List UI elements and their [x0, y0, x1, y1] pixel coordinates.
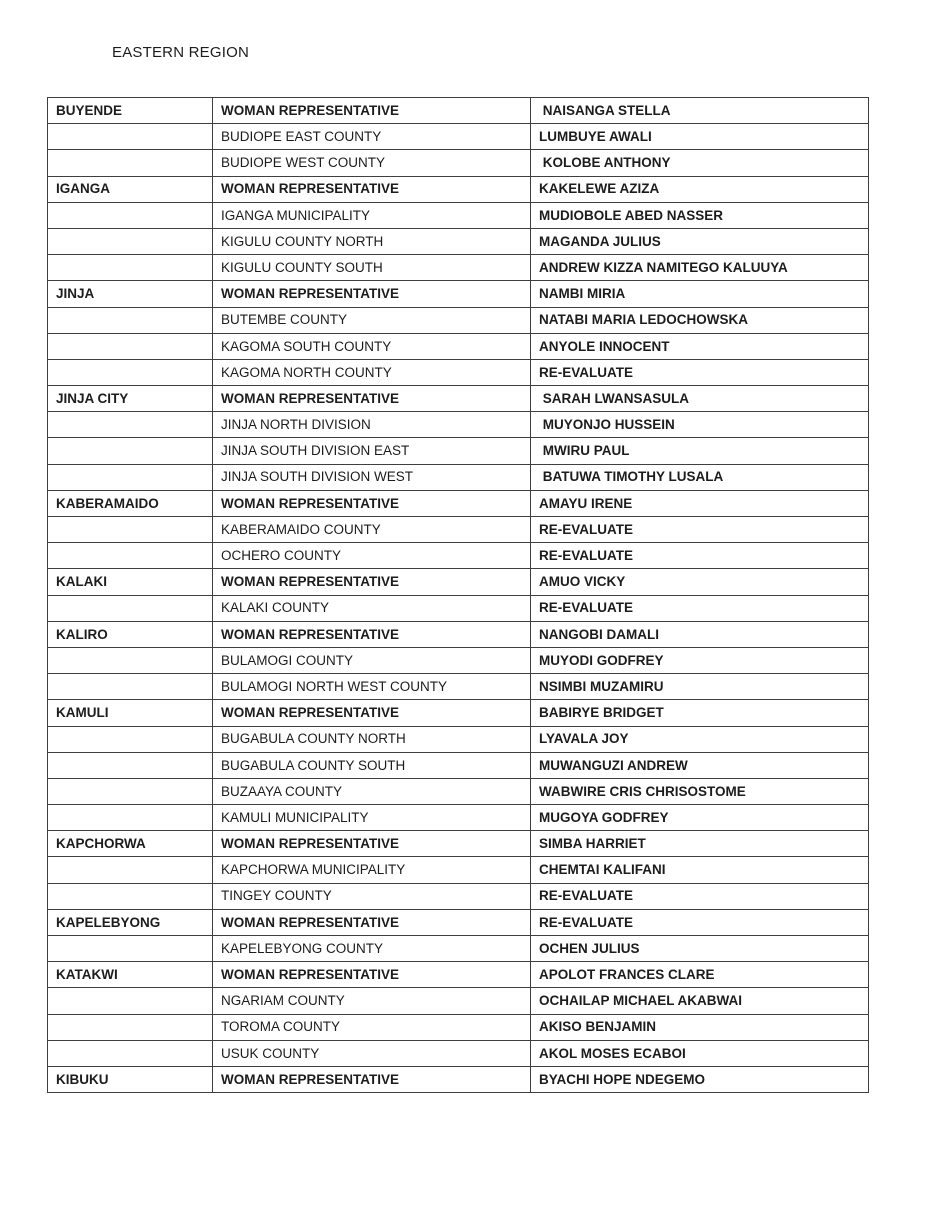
candidate-cell: MUWANGUZI ANDREW [531, 752, 869, 778]
candidate-cell: AMUO VICKY [531, 569, 869, 595]
table-row [48, 805, 869, 831]
candidates-table [47, 97, 869, 1093]
district-cell [48, 752, 213, 778]
office-cell: TINGEY COUNTY [213, 883, 531, 909]
table-row [48, 988, 869, 1014]
district-cell [48, 936, 213, 962]
table-row [48, 386, 869, 412]
district-cell: KAPCHORWA [48, 831, 213, 857]
office-cell: KAGOMA SOUTH COUNTY [213, 333, 531, 359]
table-row [48, 1066, 869, 1092]
district-cell: BUYENDE [48, 98, 213, 124]
candidate-cell: NATABI MARIA LEDOCHOWSKA [531, 307, 869, 333]
table-row [48, 517, 869, 543]
office-cell: JINJA NORTH DIVISION [213, 412, 531, 438]
table-row [48, 98, 869, 124]
district-cell: IGANGA [48, 176, 213, 202]
candidate-cell: RE-EVALUATE [531, 883, 869, 909]
office-cell: IGANGA MUNICIPALITY [213, 202, 531, 228]
office-cell: WOMAN REPRESENTATIVE [213, 490, 531, 516]
candidate-cell: SARAH LWANSASULA [531, 386, 869, 412]
table-row [48, 647, 869, 673]
district-cell [48, 726, 213, 752]
candidate-cell: OCHEN JULIUS [531, 936, 869, 962]
district-cell [48, 883, 213, 909]
table-row [48, 1040, 869, 1066]
table-row [48, 778, 869, 804]
page-title: EASTERN REGION [112, 44, 249, 61]
office-cell: WOMAN REPRESENTATIVE [213, 831, 531, 857]
office-cell: BUGABULA COUNTY NORTH [213, 726, 531, 752]
table-row [48, 281, 869, 307]
office-cell: BUDIOPE WEST COUNTY [213, 150, 531, 176]
district-cell [48, 988, 213, 1014]
district-cell [48, 674, 213, 700]
office-cell: KALAKI COUNTY [213, 595, 531, 621]
table-row [48, 124, 869, 150]
district-cell: KAMULI [48, 700, 213, 726]
table-row [48, 150, 869, 176]
candidate-cell: BYACHI HOPE NDEGEMO [531, 1066, 869, 1092]
candidate-cell: MWIRU PAUL [531, 438, 869, 464]
office-cell: KAPELEBYONG COUNTY [213, 936, 531, 962]
table-row [48, 543, 869, 569]
candidate-cell: NAISANGA STELLA [531, 98, 869, 124]
office-cell: WOMAN REPRESENTATIVE [213, 700, 531, 726]
table-row [48, 936, 869, 962]
district-cell [48, 255, 213, 281]
candidate-cell: APOLOT FRANCES CLARE [531, 962, 869, 988]
district-cell [48, 307, 213, 333]
office-cell: BULAMOGI COUNTY [213, 647, 531, 673]
candidate-cell: KAKELEWE AZIZA [531, 176, 869, 202]
candidate-cell: OCHAILAP MICHAEL AKABWAI [531, 988, 869, 1014]
candidate-cell: CHEMTAI KALIFANI [531, 857, 869, 883]
office-cell: BULAMOGI NORTH WEST COUNTY [213, 674, 531, 700]
table-row [48, 883, 869, 909]
table-row [48, 438, 869, 464]
district-cell [48, 464, 213, 490]
candidate-cell: LYAVALA JOY [531, 726, 869, 752]
district-cell [48, 359, 213, 385]
candidate-cell: MUDIOBOLE ABED NASSER [531, 202, 869, 228]
office-cell: WOMAN REPRESENTATIVE [213, 281, 531, 307]
table-row [48, 569, 869, 595]
candidate-cell: MUYODI GODFREY [531, 647, 869, 673]
district-cell [48, 1014, 213, 1040]
office-cell: JINJA SOUTH DIVISION WEST [213, 464, 531, 490]
table-row [48, 595, 869, 621]
district-cell: JINJA CITY [48, 386, 213, 412]
office-cell: JINJA SOUTH DIVISION EAST [213, 438, 531, 464]
candidate-cell: SIMBA HARRIET [531, 831, 869, 857]
office-cell: BUDIOPE EAST COUNTY [213, 124, 531, 150]
office-cell: BUTEMBE COUNTY [213, 307, 531, 333]
table-row [48, 909, 869, 935]
office-cell: USUK COUNTY [213, 1040, 531, 1066]
district-cell [48, 124, 213, 150]
candidate-cell: NAMBI MIRIA [531, 281, 869, 307]
candidate-cell: RE-EVALUATE [531, 543, 869, 569]
district-cell [48, 438, 213, 464]
table-row [48, 1014, 869, 1040]
district-cell [48, 857, 213, 883]
office-cell: KAMULI MUNICIPALITY [213, 805, 531, 831]
district-cell: JINJA [48, 281, 213, 307]
candidate-cell: RE-EVALUATE [531, 595, 869, 621]
district-cell: KALAKI [48, 569, 213, 595]
district-cell [48, 647, 213, 673]
district-cell: KAPELEBYONG [48, 909, 213, 935]
district-cell: KATAKWI [48, 962, 213, 988]
office-cell: TOROMA COUNTY [213, 1014, 531, 1040]
table-row [48, 412, 869, 438]
candidate-cell: AKISO BENJAMIN [531, 1014, 869, 1040]
table-row [48, 176, 869, 202]
office-cell: WOMAN REPRESENTATIVE [213, 176, 531, 202]
district-cell: KALIRO [48, 621, 213, 647]
table-body [48, 98, 869, 1093]
candidate-cell: BATUWA TIMOTHY LUSALA [531, 464, 869, 490]
office-cell: KIGULU COUNTY SOUTH [213, 255, 531, 281]
candidate-cell: RE-EVALUATE [531, 909, 869, 935]
office-cell: OCHERO COUNTY [213, 543, 531, 569]
table-row [48, 831, 869, 857]
district-cell: KABERAMAIDO [48, 490, 213, 516]
candidate-cell: KOLOBE ANTHONY [531, 150, 869, 176]
table-row [48, 202, 869, 228]
table-row [48, 700, 869, 726]
table-row [48, 674, 869, 700]
candidate-cell: RE-EVALUATE [531, 517, 869, 543]
candidate-cell: ANYOLE INNOCENT [531, 333, 869, 359]
district-cell [48, 412, 213, 438]
office-cell: WOMAN REPRESENTATIVE [213, 569, 531, 595]
district-cell [48, 595, 213, 621]
district-cell [48, 202, 213, 228]
district-cell [48, 150, 213, 176]
office-cell: WOMAN REPRESENTATIVE [213, 962, 531, 988]
table-row [48, 621, 869, 647]
office-cell: KAGOMA NORTH COUNTY [213, 359, 531, 385]
district-cell [48, 1040, 213, 1066]
table-row [48, 962, 869, 988]
candidate-cell: ANDREW KIZZA NAMITEGO KALUUYA [531, 255, 869, 281]
table-row [48, 490, 869, 516]
table-row [48, 255, 869, 281]
table-row [48, 752, 869, 778]
table-row [48, 857, 869, 883]
office-cell: KIGULU COUNTY NORTH [213, 228, 531, 254]
table-row [48, 228, 869, 254]
candidate-cell: NSIMBI MUZAMIRU [531, 674, 869, 700]
office-cell: BUGABULA COUNTY SOUTH [213, 752, 531, 778]
district-cell: KIBUKU [48, 1066, 213, 1092]
office-cell: KAPCHORWA MUNICIPALITY [213, 857, 531, 883]
candidate-cell: AMAYU IRENE [531, 490, 869, 516]
district-cell [48, 228, 213, 254]
district-cell [48, 778, 213, 804]
office-cell: BUZAAYA COUNTY [213, 778, 531, 804]
district-cell [48, 805, 213, 831]
office-cell: WOMAN REPRESENTATIVE [213, 621, 531, 647]
candidate-cell: AKOL MOSES ECABOI [531, 1040, 869, 1066]
candidate-cell: MUYONJO HUSSEIN [531, 412, 869, 438]
office-cell: WOMAN REPRESENTATIVE [213, 386, 531, 412]
table-row [48, 307, 869, 333]
district-cell [48, 543, 213, 569]
office-cell: KABERAMAIDO COUNTY [213, 517, 531, 543]
office-cell: WOMAN REPRESENTATIVE [213, 1066, 531, 1092]
table-row [48, 726, 869, 752]
candidate-cell: NANGOBI DAMALI [531, 621, 869, 647]
candidate-cell: RE-EVALUATE [531, 359, 869, 385]
candidate-cell: MAGANDA JULIUS [531, 228, 869, 254]
table-row [48, 464, 869, 490]
office-cell: WOMAN REPRESENTATIVE [213, 909, 531, 935]
candidate-cell: BABIRYE BRIDGET [531, 700, 869, 726]
candidate-cell: MUGOYA GODFREY [531, 805, 869, 831]
candidate-cell: WABWIRE CRIS CHRISOSTOME [531, 778, 869, 804]
candidate-cell: LUMBUYE AWALI [531, 124, 869, 150]
table-row [48, 333, 869, 359]
district-cell [48, 333, 213, 359]
office-cell: WOMAN REPRESENTATIVE [213, 98, 531, 124]
district-cell [48, 517, 213, 543]
office-cell: NGARIAM COUNTY [213, 988, 531, 1014]
table-row [48, 359, 869, 385]
